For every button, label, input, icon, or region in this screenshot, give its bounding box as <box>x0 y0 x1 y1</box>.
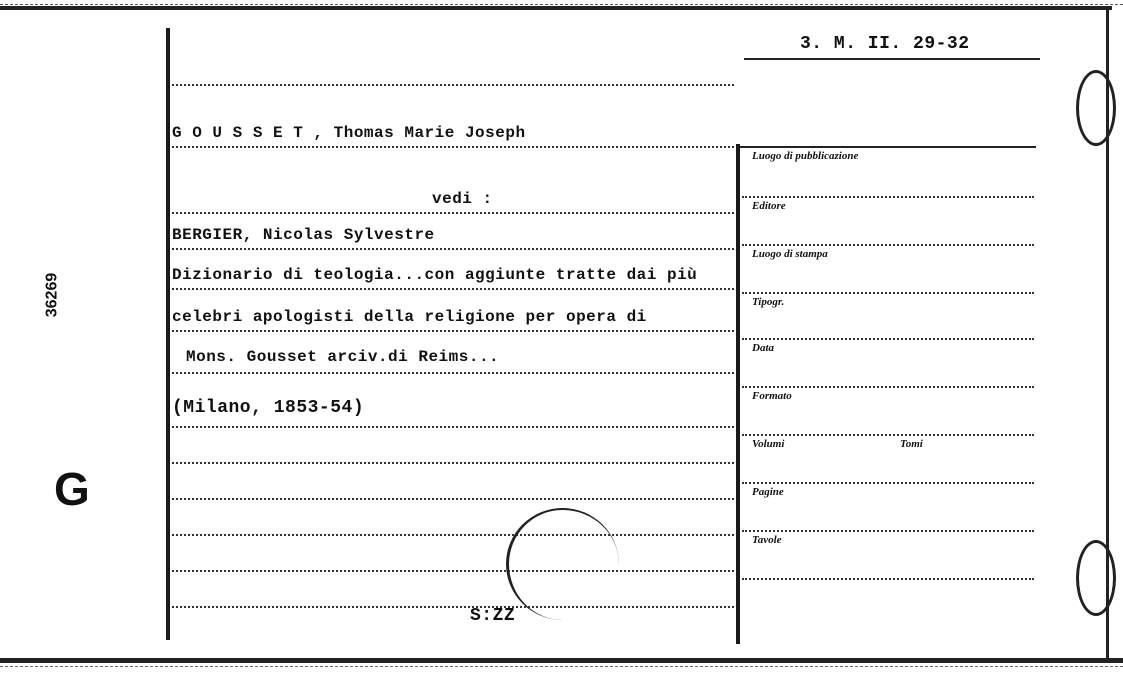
stamp-circle <box>506 508 619 620</box>
see-reference: vedi : <box>432 190 493 208</box>
field-tipografo: Tipogr. <box>752 296 785 308</box>
field-pagine: Pagine <box>752 486 784 498</box>
card-top-edge <box>0 6 1112 10</box>
title-line-2: celebri apologisti della religione per opera di <box>172 308 647 326</box>
field-top-rule <box>740 146 1036 148</box>
heading-name: G O U S S E T , Thomas Marie Joseph <box>172 124 526 142</box>
dotted-line <box>172 426 734 428</box>
field-formato: Formato <box>752 390 792 402</box>
title-line-1: Dizionario di teologia...con aggiunte tratte dai più <box>172 266 698 284</box>
title-line-3: Mons. Gousset arciv.di Reims... <box>186 348 500 366</box>
author-name: BERGIER, Nicolas Sylvestre <box>172 226 435 244</box>
left-margin-rule <box>166 28 170 640</box>
dotted-line <box>172 212 734 214</box>
imprint: (Milano, 1853-54) <box>172 398 365 418</box>
shelfmark: 3. M. II. 29-32 <box>800 34 970 54</box>
card-bottom-edge <box>0 658 1123 663</box>
shelfmark-underline <box>744 58 1040 60</box>
field-line <box>742 196 1034 198</box>
dotted-line <box>172 248 734 250</box>
field-tomi: Tomi <box>900 438 923 450</box>
field-line <box>742 530 1034 532</box>
field-data: Data <box>752 342 774 354</box>
field-column-rule <box>736 144 740 644</box>
scan-top-noise <box>0 0 1123 5</box>
dotted-line <box>172 330 734 332</box>
dotted-line <box>172 288 734 290</box>
index-letter: G <box>54 463 90 515</box>
dotted-line <box>172 372 734 374</box>
field-editore: Editore <box>752 200 786 212</box>
dotted-line <box>172 570 734 572</box>
dotted-line <box>172 534 734 536</box>
dotted-line <box>172 498 734 500</box>
side-number: 36269 <box>43 272 61 318</box>
field-line <box>742 338 1034 340</box>
dotted-line <box>172 84 734 86</box>
field-luogo-stampa: Luogo di stampa <box>752 248 828 260</box>
field-line <box>742 292 1034 294</box>
scan-bottom-noise <box>0 666 1123 671</box>
field-line <box>742 386 1034 388</box>
field-volumi: Volumi <box>752 438 785 450</box>
field-line <box>742 434 1034 436</box>
field-line <box>742 482 1034 484</box>
field-luogo-pubblicazione: Luogo di pubblicazione <box>752 150 859 162</box>
dotted-line <box>172 462 734 464</box>
field-tavole: Tavole <box>752 534 782 546</box>
field-line <box>742 578 1034 580</box>
field-line <box>742 244 1034 246</box>
dotted-line <box>172 146 734 148</box>
punch-hole-top <box>1076 70 1116 146</box>
punch-hole-bottom <box>1076 540 1116 616</box>
dotted-line <box>172 606 734 608</box>
bottom-mark: S:ZZ <box>470 606 516 626</box>
